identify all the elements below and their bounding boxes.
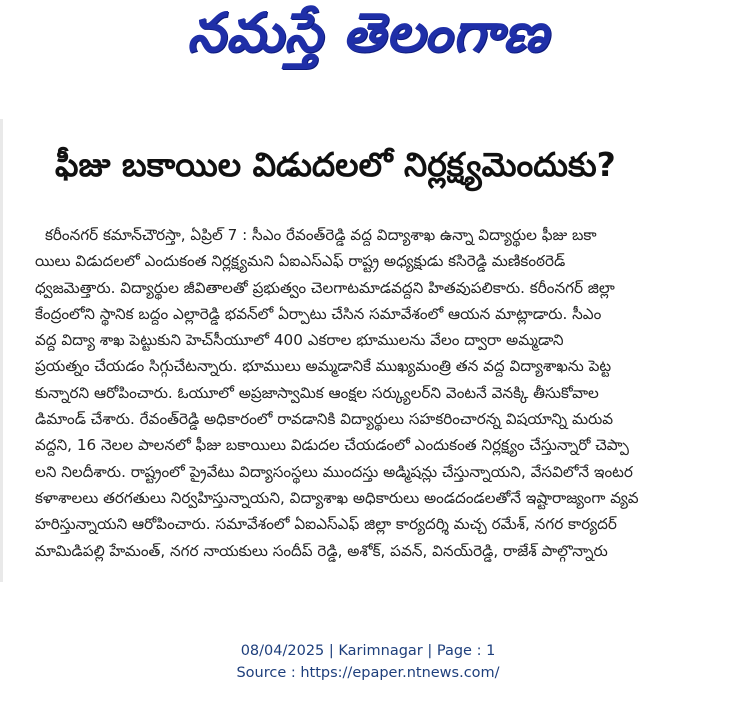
article-line: ప్రయత్నం చేయడం సిగ్గుచేటన్నారు. భూములు అమ్మడానికే ముఖ్యమంత్రి తన వద్ద విద్యాశాఖను పెట్ట <box>35 357 612 376</box>
article-line: కేంద్రంలోని స్థానిక బద్దం ఎల్లారెడ్డి భవన్‌లో ఏర్పాటు చేసిన సమావేశంలో ఆయన మాట్లాడారు. సీఎం <box>35 304 602 323</box>
source-link[interactable]: Source : https://epaper.ntnews.com/ <box>236 665 500 681</box>
article-line: యిలు విడుదలలో ఎందుకంత నిర్లక్ష్యమని ఏఐఎస్ఎఫ్ రాష్ట్ర అధ్యక్షుడు కసిరెడ్డి మణికంఠరెడ్ <box>35 252 566 271</box>
article-line: వద్దని, 16 నెలల పాలనలో ఫీజు బకాయిలు విడుదల చేయడంలో ఎందుకంత నిర్లక్ష్యం చేస్తున్నారో చెప్పా <box>35 436 629 455</box>
edition-info: 08/04/2025 | Karimnagar | Page : 1 <box>240 643 496 659</box>
article-body <box>35 222 736 564</box>
article-line: మామిడిపల్లి హేమంత్, నగర నాయకులు సందీప్ రెడ్డి, అశోక్, పవన్, వినయ్‌రెడ్డి, రాజేశ్ పాల్గొన్నారు <box>35 541 608 560</box>
article-line: ధ్వజమెత్తారు. విద్యార్థుల జీవితాలతో ప్రభుత్వం చెలగాటమాడవద్దని హితవుపలికారు. కరీంనగర్ జిల్లా <box>35 278 615 297</box>
article-headline: ఫీజు బకాయిల విడుదలలో నిర్లక్ష్యమెందుకు? <box>55 145 616 184</box>
page-footer <box>0 640 736 684</box>
article-line: డిమాండ్ చేశారు. రేవంత్‌రెడ్డి అధికారంలో రావడానికి విద్యార్థులు సహకరించారన్న విషయాన్ని మరువ <box>35 410 614 429</box>
article-line: కున్నారని ఆరోపించారు. ఓయూలో అప్రజాస్వామిక ఆంక్షల సర్క్యులర్‌ని వెంటనే వెనక్కి తీసుకోవాల <box>35 383 599 402</box>
article-line: లని నిలదీశారు. రాష్ట్రంలో ప్రైవేటు విద్యాసంస్థలు ముందస్తు అడ్మిషన్లు చేస్తున్నాయని, వేసవిలోనే ఇంటర <box>35 462 633 481</box>
newspaper-logo: నమస్తే తెలంగాణ <box>187 0 549 64</box>
article-line: కరీంనగర్ కమాన్‌చౌరస్తా, ఏప్రిల్ 7 : సీఎం రేవంత్‌రెడ్డి వద్ద విద్యాశాఖ ఉన్నా విద్యార్థుల ఫీజు బకా <box>45 226 597 244</box>
article-line: హరిస్తున్నాయని ఆరోపించారు. సమావేశంలో ఏఐఎస్ఎఫ్ జిల్లా కార్యదర్శి మచ్చ రమేశ్, నగర కార్యదర్ <box>35 515 617 534</box>
news-clipping <box>0 119 736 582</box>
masthead <box>0 0 736 78</box>
article-line: కళాశాలలు తరగతులు నిర్వహిస్తున్నాయని, విద్యాశాఖ అధికారులు అండదండలతోనే ఇష్టారాజ్యంగా వ్యవ <box>35 488 639 507</box>
article-line: వద్ద విద్యా శాఖ పెట్టుకుని హెచ్‌సీయూలో 400 ఎకరాల భూములను వేలం ద్వారా అమ్మడాని <box>35 331 564 350</box>
